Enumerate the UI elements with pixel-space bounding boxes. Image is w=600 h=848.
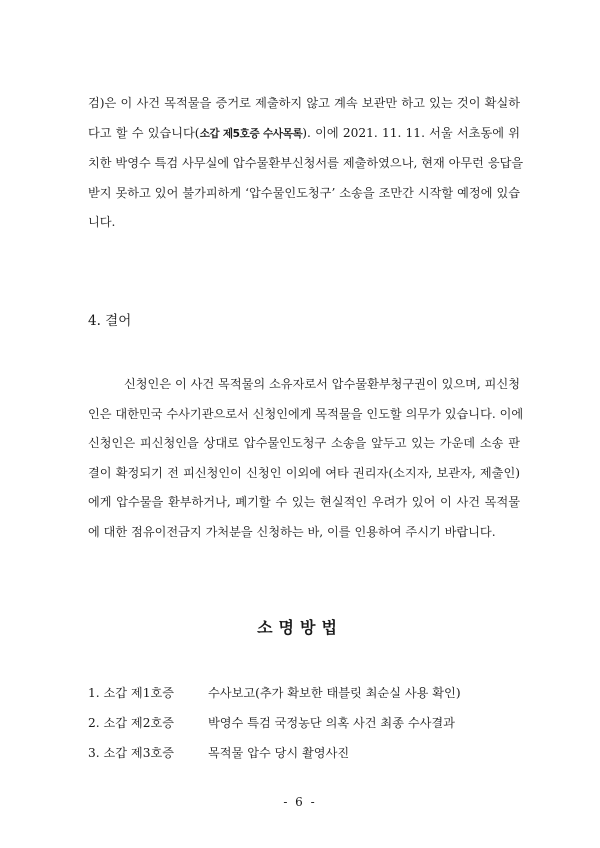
evidence-label: 3. 소갑 제3호증 <box>88 746 174 760</box>
text-line: 신청인은 이 사건 목적물의 소유자로서 압수물환부청구권이 있으며, 피신청 <box>124 377 520 391</box>
evidence-item <box>88 744 349 761</box>
evidence-item <box>88 684 461 701</box>
evidence-label: 2. 소갑 제2호증 <box>88 716 174 730</box>
evidence-item <box>88 714 455 731</box>
section-heading: 4. 결어 <box>88 313 132 329</box>
page-number: - 6 - <box>283 795 317 809</box>
text-line: 인은 대한민국 수사기관으로서 신청인에게 목적물을 인도할 의무가 있습니다. 이에 <box>88 406 524 421</box>
text-line: 에게 압수물을 환부하거나, 폐기할 수 있는 현실적인 우려가 있어 이 사건 목적물 <box>88 495 520 510</box>
text-line: 치한 박영수 특검 사무실에 압수물환부신청서를 제출하였으나, 현재 아무런 응답을 <box>88 156 524 171</box>
text-line: 신청인은 피신청인을 상대로 압수물인도청구 소송을 앞두고 있는 가운데 소송 판 <box>88 436 520 451</box>
evidence-description: 박영수 특검 국정농단 의혹 사건 최종 수사결과 <box>208 716 455 730</box>
paragraph-conclusion <box>88 370 524 548</box>
text-fragment: 다고 할 수 있습니다( <box>88 125 200 140</box>
text-line: 에 대한 점유이전금지 가처분을 신청하는 바, 이를 인용하여 주시기 바랍니다. <box>88 524 496 539</box>
text-line <box>88 119 520 150</box>
evidence-description: 목적물 압수 당시 촬영사진 <box>208 746 350 760</box>
text-line: 니다. <box>88 215 116 230</box>
evidence-description: 수사보고(추가 확보한 태블릿 최순실 사용 확인) <box>208 686 461 700</box>
text-line: 검)은 이 사건 목적물을 증거로 제출하지 않고 계속 보관만 하고 있는 것이 확실하 <box>88 96 520 110</box>
text-line: 결이 확정되기 전 피신청인이 신청인 이외에 여타 권리자(소지자, 보관자, 제출인) <box>88 465 520 480</box>
evidence-label: 1. 소갑 제1호증 <box>88 686 174 700</box>
evidence-title: 소명방법 <box>257 618 343 637</box>
text-line: 받지 못하고 있어 불가피하게 ‘압수물인도청구’ 소송을 조만간 시작할 예정에 있습 <box>88 185 520 200</box>
evidence-reference: 소갑 제5호증 수사목록 <box>199 127 303 140</box>
paragraph-continued <box>88 89 524 238</box>
text-fragment: ). 이에 2021. 11. 11. 서울 서초동에 위 <box>302 125 520 140</box>
